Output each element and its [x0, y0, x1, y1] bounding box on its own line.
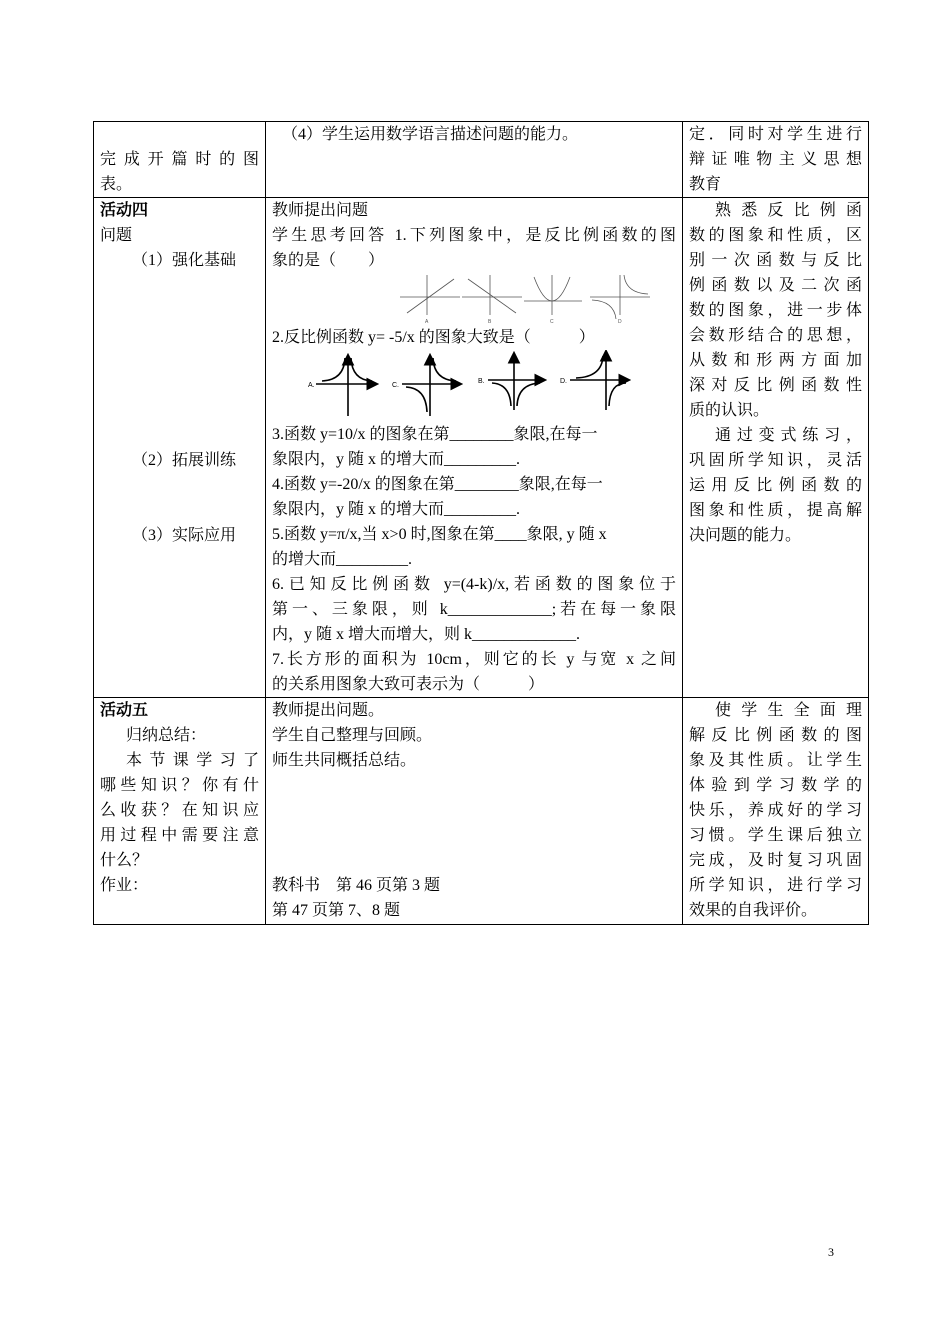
q1-option-label: C: [550, 319, 554, 325]
homework-label: 作业：: [100, 877, 149, 894]
row1-col3-line: 教育: [689, 176, 722, 193]
label-apply: （3）实际应用: [132, 527, 237, 544]
q1-option-label: D: [618, 319, 622, 325]
purpose-line: 习惯。学生课后独立: [689, 827, 862, 844]
purpose-line: 会数形结合的思想，: [689, 327, 862, 344]
row3-col3: [683, 698, 869, 925]
summary-line: 哪些知识？你有什: [100, 777, 259, 794]
row1-col1-line: 完成开篇时的图: [100, 151, 259, 168]
q7-text: 的关系用图象大致可表示为（ ）: [272, 676, 545, 693]
row1-col3-line: 定．同时对学生进行: [689, 126, 862, 143]
row2-col2: [266, 198, 683, 698]
activity5-line: 师生共同概括总结。: [272, 752, 417, 769]
q4-text: 象限内，y 随 x 的增大而_________.: [272, 501, 521, 518]
row1-col3-line: 辩证唯物主义思想: [689, 151, 862, 168]
q3-text: 象限内，y 随 x 的增大而_________.: [272, 451, 521, 468]
activity5-line: 教师提出问题。: [272, 702, 385, 719]
intro-line: 教师提出问题: [272, 202, 369, 219]
q1-graph-b: [462, 275, 522, 315]
q6-text: 内，y 随 x 增大而增大，则 k_____________.: [272, 626, 581, 643]
row1-col1-line: 表。: [100, 176, 133, 193]
activity4-title: 活动四: [100, 202, 149, 219]
q2-option-label: D.: [560, 378, 567, 385]
summary-line: 么收获？在知识应: [100, 802, 259, 819]
row2-col1: [94, 198, 266, 698]
purpose-line: 使学生全面理: [715, 702, 862, 719]
label-extend: （2）拓展训练: [132, 452, 237, 469]
q6-text: 第一、三象限，则 k_____________;若在每一象限: [272, 601, 676, 618]
purpose-line: 解反比例函数的图: [689, 727, 862, 744]
summary-line: 本节课学习了: [126, 752, 259, 769]
q2-graph-options: [272, 350, 662, 420]
row1-col2-line: （4）学生运用数学语言描述问题的能力。: [282, 126, 579, 143]
row3-col1: [94, 698, 266, 925]
row3-col2: [266, 698, 683, 925]
q2-graph-c: [402, 356, 460, 416]
summary-line: 归纳总结：: [126, 727, 207, 744]
purpose-line: 体验到学习数学的: [689, 777, 862, 794]
q6-text: 6.已知反比例函数 y=(4-k)/x,若函数的图象位于: [272, 576, 676, 593]
homework-line: 第 47 页第 7、8 题: [272, 902, 401, 919]
purpose-line: 数的图象和性质，区: [689, 227, 862, 244]
q4-text: 4.函数 y=-20/x 的图象在第________象限,在每一: [272, 476, 603, 493]
label-basic: （1）强化基础: [132, 252, 237, 269]
q2-graph-a: [316, 356, 376, 416]
table-row: [94, 122, 869, 198]
purpose-line: 完成，及时复习巩固: [689, 852, 862, 869]
purpose-line: 别一次函数与反比: [689, 252, 862, 269]
purpose-line: 质的认识。: [689, 402, 770, 419]
q2-option-label: B.: [478, 378, 485, 385]
q1-option-label: A: [425, 319, 429, 325]
activity5-line: 学生自己整理与回顾。: [272, 727, 433, 744]
q7-text: 7.长方形的面积为 10cm，则它的长 y 与宽 x 之间: [272, 651, 676, 668]
q1-graph-a: [400, 275, 460, 315]
q1-graph-c: [524, 275, 582, 315]
purpose-line: 通过变式练习，: [715, 427, 862, 444]
purpose-line: 所学知识，进行学习: [689, 877, 862, 894]
purpose-line: 快乐，养成好的学习: [689, 802, 862, 819]
table-row: [94, 698, 869, 925]
row1-col2: [266, 122, 683, 198]
lesson-plan-table: [93, 121, 869, 925]
purpose-line: 巩固所学知识，灵活: [689, 452, 862, 469]
summary-line: 什么？: [100, 852, 149, 869]
q2-graph-b: [488, 354, 544, 410]
purpose-line: 效果的自我评价。: [689, 902, 818, 919]
purpose-line: 运用反比例函数的: [689, 477, 862, 494]
q1-text: 学生思考回答 1.下列图象中，是反比例函数的图: [272, 227, 676, 244]
row1-col1: [94, 122, 266, 198]
q1-option-label: B: [488, 319, 492, 325]
q2-option-label: A.: [308, 382, 315, 389]
q1-graph-options: [272, 273, 652, 325]
homework-line: 教科书 第 46 页第 3 题: [272, 877, 441, 894]
row2-col3: [683, 198, 869, 698]
purpose-line: 图象和性质，提高解: [689, 502, 862, 519]
q5-text: 的增大而_________.: [272, 551, 413, 568]
q2-text: 2.反比例函数 y= -5/x 的图象大致是（ ）: [272, 329, 595, 346]
purpose-line: 决问题的能力。: [689, 527, 802, 544]
purpose-line: 象及其性质。让学生: [689, 752, 862, 769]
page-number: 3: [828, 1245, 834, 1259]
table-row: [94, 198, 869, 698]
row1-col3: [683, 122, 869, 198]
purpose-line: 从数和形两方面加: [689, 352, 862, 369]
q3-text: 3.函数 y=10/x 的图象在第________象限,在每一: [272, 426, 598, 443]
q5-text: 5.函数 y=π/x,当 x>0 时,图象在第____象限, y 随 x: [272, 526, 607, 543]
activity5-title: 活动五: [100, 702, 149, 719]
label-question: 问题: [100, 227, 133, 244]
q2-option-label: C.: [392, 382, 399, 389]
q2-graph-d: [570, 352, 628, 410]
purpose-line: 熟悉反比例函: [715, 202, 862, 219]
summary-line: 用过程中需要注意: [100, 827, 259, 844]
q1-graph-d: [590, 275, 650, 319]
purpose-line: 例函数以及二次函: [689, 277, 862, 294]
purpose-line: 数的图象，进一步体: [689, 302, 862, 319]
purpose-line: 深对反比例函数性: [689, 377, 862, 394]
q1-text: 象的是（ ）: [272, 252, 385, 269]
